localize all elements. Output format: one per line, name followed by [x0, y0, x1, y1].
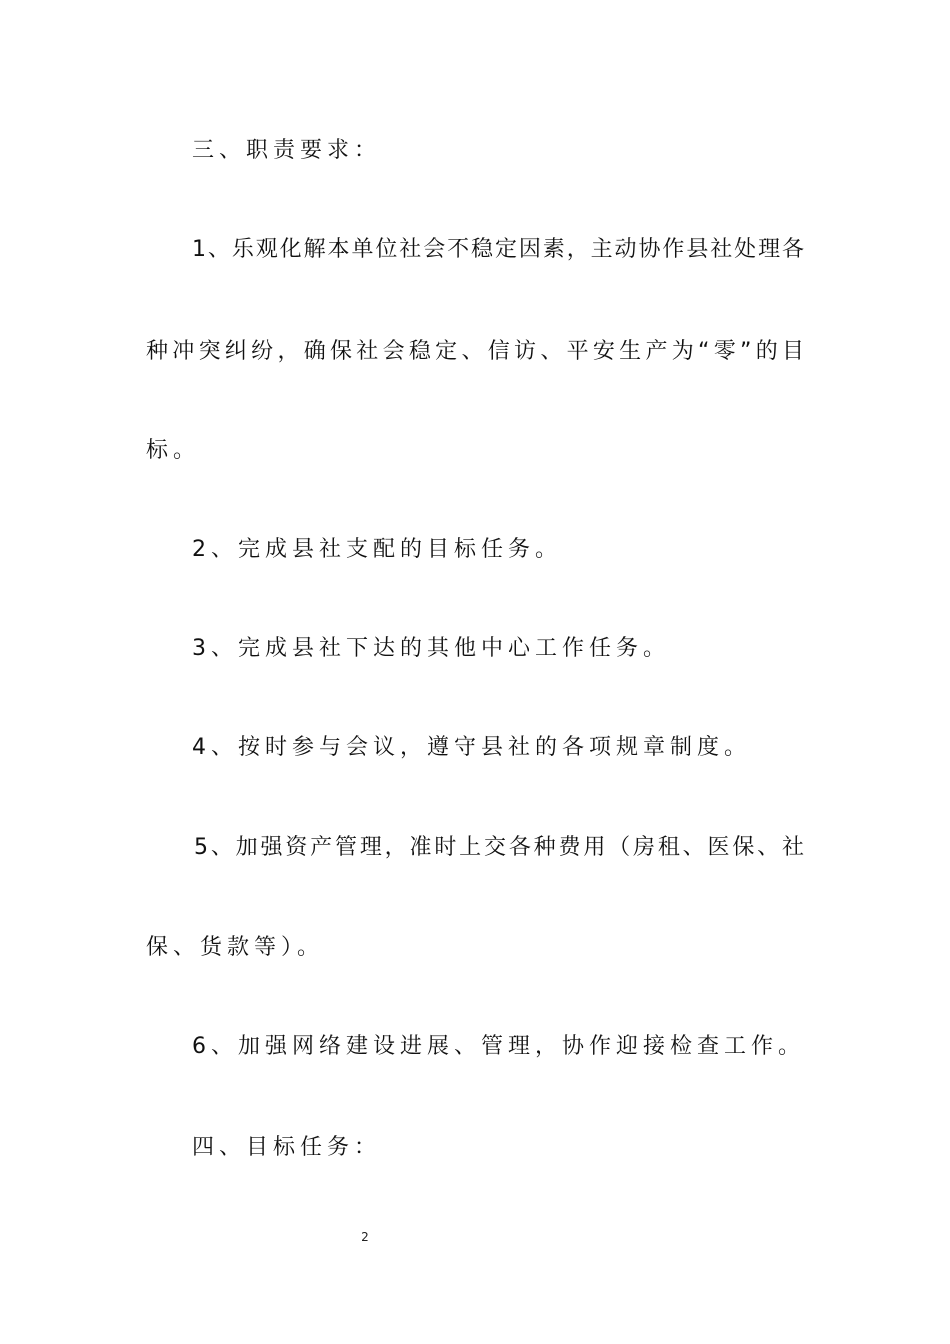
item-1-line-3: 标。 — [146, 438, 201, 463]
item-5-line-2: 保、货款等）。 — [146, 935, 325, 960]
item-6: 6、加强网络建设进展、管理，协作迎接检查工作。 — [192, 1034, 805, 1059]
item-1-line-2: 种冲突纠纷，确保社会稳定、信访、平安生产为“零”的目 — [146, 339, 804, 364]
section-heading-goals: 四、目标任务： — [192, 1135, 382, 1160]
page-number: 2 — [361, 1230, 369, 1244]
item-1-line-1: 1、乐观化解本单位社会不稳定因素，主动协作县社处理各 — [192, 237, 804, 262]
section-heading-responsibilities: 三、职责要求： — [192, 138, 382, 163]
item-4: 4、按时参与会议，遵守县社的各项规章制度。 — [192, 735, 751, 760]
item-3: 3、完成县社下达的其他中心工作任务。 — [192, 636, 670, 661]
item-5-line-1: 5、加强资产管理，准时上交各种费用（房租、医保、社 — [194, 835, 804, 860]
item-2: 2、完成县社支配的目标任务。 — [192, 537, 562, 562]
